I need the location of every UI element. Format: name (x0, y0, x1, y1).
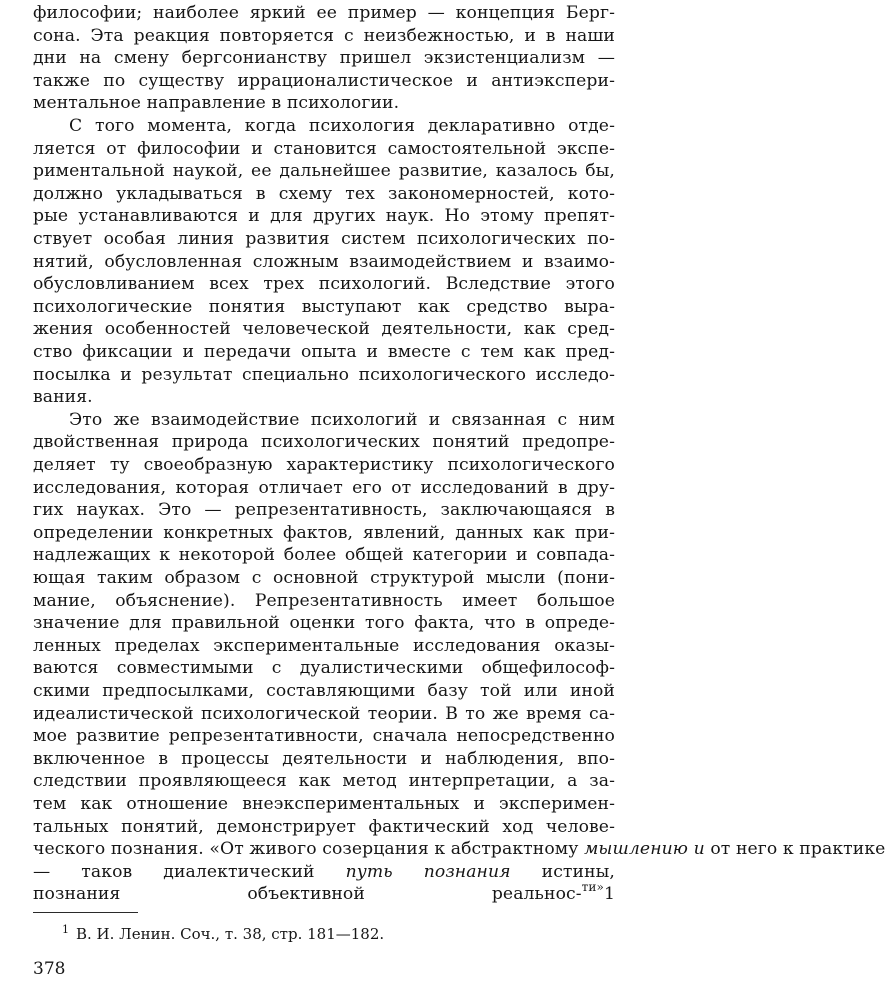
text-line: ство фиксации и передачи опыта и вместе с тем как пред- (33, 342, 615, 362)
text-line: включенное в процессы деятельности и наблюдения, впо- (33, 748, 615, 769)
text-line: риментальной наукой, ее дальнейшее развитие, казалось бы, (33, 161, 615, 182)
text-line: следствии проявляющееся как метод интерпретации, а за- (33, 771, 615, 792)
text-line (33, 861, 615, 884)
text-span: ческого познания. «От живого созерцания к абстрактному (33, 839, 579, 860)
text-line: дни на смену бергсонианству пришел экзистенциализм — (33, 48, 615, 69)
text-line (33, 838, 885, 861)
footnote-text: В. И. Ленин. Соч., т. 38, стр. 181—182. (76, 925, 385, 943)
text-line: сона. Эта реакция повторяется с неизбежностью, и в наши (33, 25, 615, 46)
text-line: нятий, обусловленная сложным взаимодействием и взаимо- (33, 251, 615, 272)
text-line: философии; наиболее яркий ее пример — концепция Берг- (33, 3, 615, 23)
text-line: вания. (33, 387, 93, 408)
text-line: ментальное направление в психологии. (33, 93, 400, 114)
text-line: мание, объяснение). Репрезентативность имеет большое (33, 590, 615, 611)
footnote-reference: ти» (581, 880, 604, 895)
text-span: — таков диалектический (33, 861, 315, 882)
text-line: деляет ту своеобразную характеристику психологического (33, 455, 615, 475)
text-line: обусловливанием всех трех психологий. Вследствие этого (33, 274, 615, 295)
text-span: от него к практике (710, 839, 885, 860)
text-line: двойственная природа психологических понятий предопре- (33, 432, 615, 453)
text-line: ющая таким образом с основной структурой мысли (пони- (33, 568, 615, 588)
text-line: тем как отношение внеэкспериментальных и эксперимен- (33, 794, 615, 814)
text-line: значение для правильной оценки того факта, что в опреде- (33, 613, 615, 634)
text-line: надлежащих к некоторой более общей категории и совпада- (33, 545, 615, 566)
text-line: рые устанавливаются и для других наук. Но этому препят- (33, 206, 615, 227)
text-line: исследования, которая отличает его от исследований в дру- (33, 477, 615, 498)
text-line: мое развитие репрезентативности, сначала непосредственно (33, 726, 615, 747)
footnote (62, 918, 384, 946)
text-line: ляется от философии и становится самостоятельной экспе- (33, 138, 615, 159)
page-number: 378 (33, 959, 66, 979)
paragraph-first-line: Это же взаимодействие психологий и связанная с ним (69, 409, 615, 430)
text-line: определении конкретных фактов, явлений, данных как при- (33, 522, 615, 543)
text-line: ленных пределах экспериментальные исследования оказы- (33, 635, 615, 656)
italic-quote-span: путь познания (345, 861, 511, 882)
text-line: тальных понятий, демонстрирует фактический ход челове- (33, 816, 615, 837)
text-line: также по существу иррационалистическое и антиэкспери- (33, 70, 615, 91)
footnote-rule (33, 912, 138, 913)
text-line: ваются совместимыми с дуалистическими общефилософ- (33, 658, 615, 679)
text-line: идеалистической психологической теории. В то же время са- (33, 703, 615, 724)
footnote-marker: 1 (62, 923, 69, 936)
text-span: познания объективной реальнос- (33, 884, 582, 905)
text-line: скими предпосылками, составляющими базу той или иной (33, 681, 615, 701)
italic-quote-span: мышлению и (584, 839, 705, 860)
text-line: должно укладываться в схему тех закономерностей, кото- (33, 183, 615, 204)
text-line: ствует особая линия развития систем психологических по- (33, 229, 615, 249)
text-line: посылка и результат специально психологического исследо- (33, 364, 615, 385)
text-line: психологические понятия выступают как средство выра- (33, 296, 615, 317)
text-line: гих науках. Это — репрезентативность, заключающаяся в (33, 500, 615, 521)
paragraph-first-line: С того момента, когда психология декларативно отде- (69, 116, 615, 136)
text-line (33, 880, 615, 906)
text-span: 1 (603, 884, 615, 905)
text-span: истины, (541, 861, 615, 882)
text-line: жения особенностей человеческой деятельности, как сред- (33, 319, 615, 340)
